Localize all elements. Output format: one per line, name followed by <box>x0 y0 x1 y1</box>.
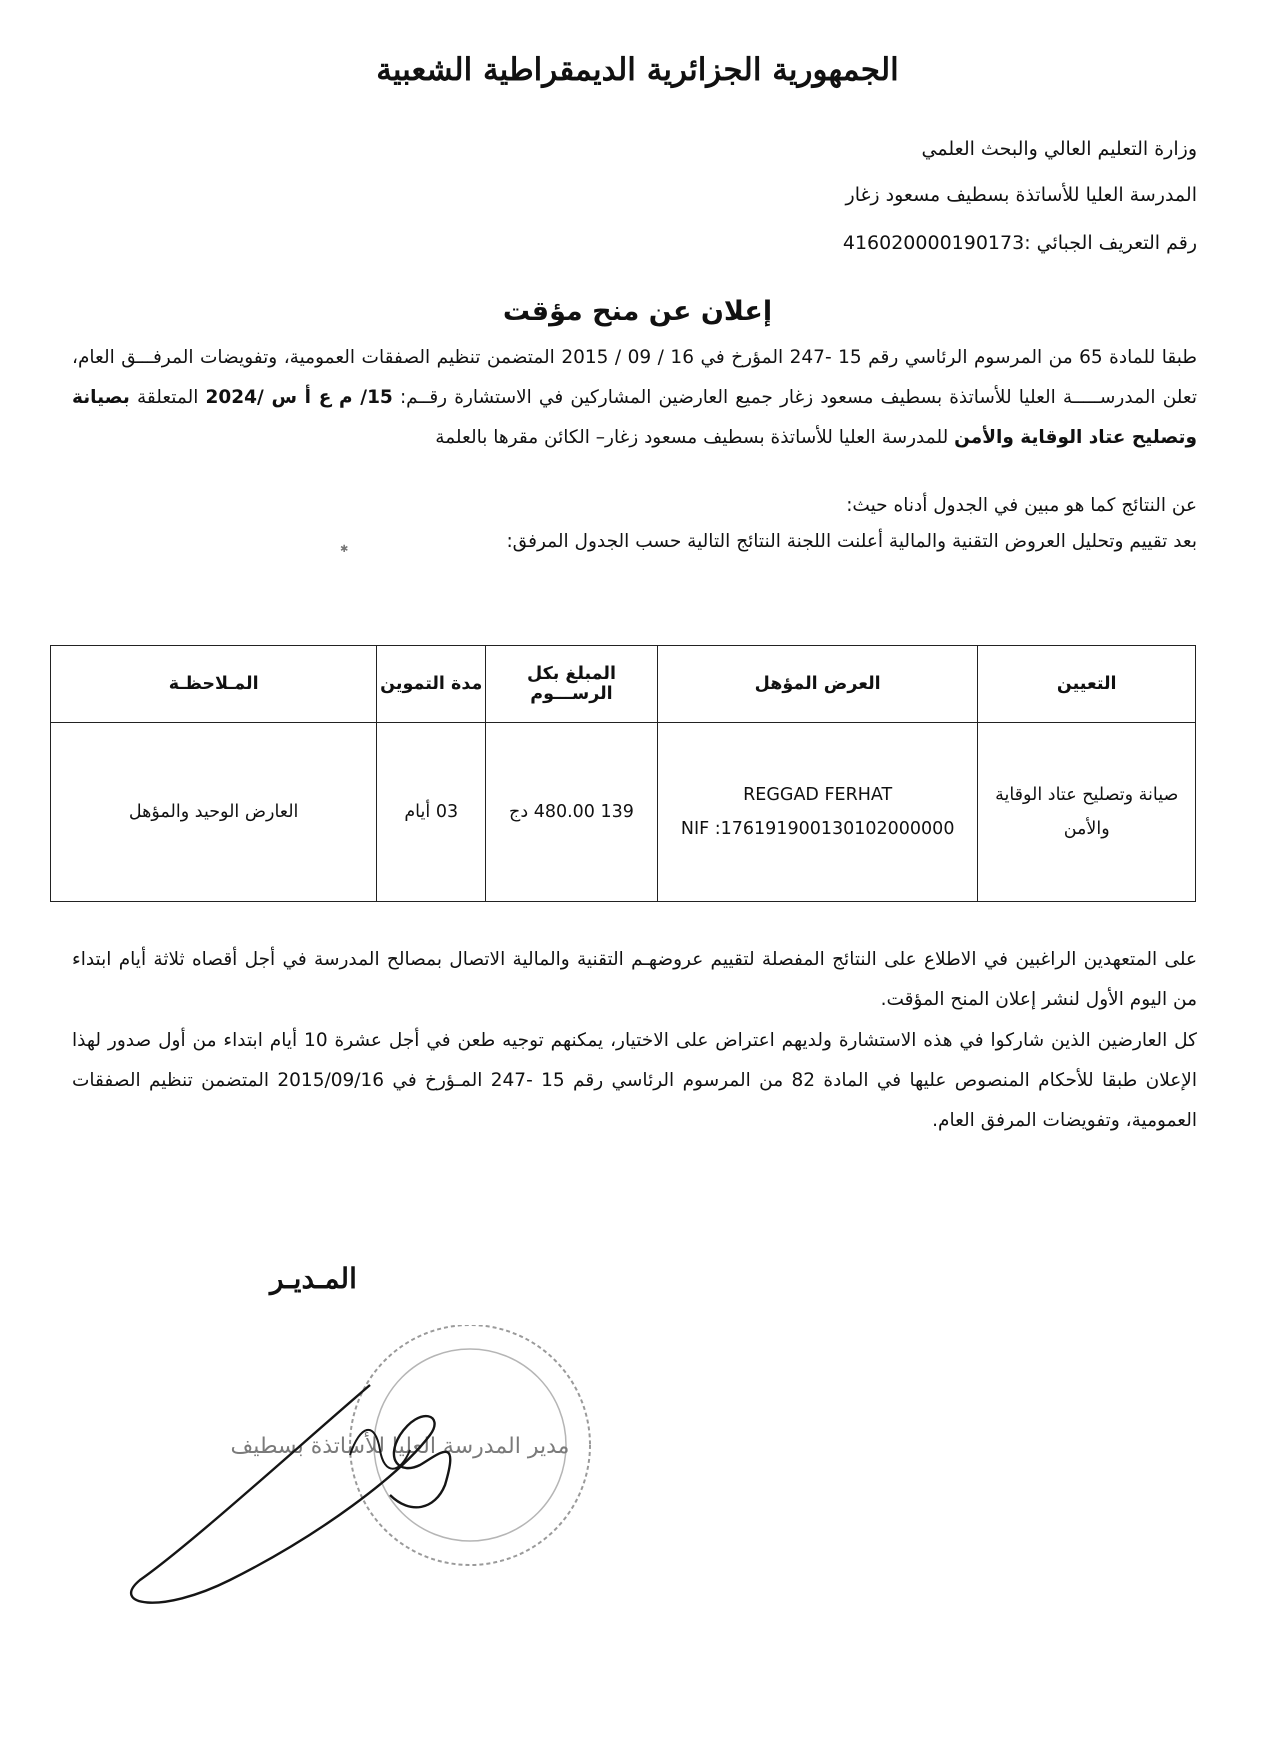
republic-heading: الجمهورية الجزائرية الديمقراطية الشعبية <box>376 52 899 88</box>
cell-note: العارض الوحيد والمؤهل <box>51 723 377 902</box>
header-amount: المبلغ بكل الرســـوم <box>486 646 658 723</box>
header-bidder: العرض المؤهل <box>657 646 978 723</box>
table-row <box>51 723 1196 902</box>
tax-id-line: رقم التعريف الجبائي :416020000190173 <box>842 232 1197 254</box>
bidder-nif: NIF :176191900130102000000 <box>680 819 955 839</box>
school-line: المدرسة العليا للأساتذة بسطيف مسعود زغار <box>845 184 1197 206</box>
intro-text-c: للمدرسة العليا للأساتذة بسطيف مسعود زغار– الكائن مقرها بالعلمة <box>435 427 955 448</box>
ministry-line: وزارة التعليم العالي والبحث العلمي <box>921 138 1197 160</box>
stamp-text: مدير المدرسة العليا للأساتذة بسطيف <box>230 1434 570 1459</box>
consultation-subject: بصيانة وتصليح عتاد الوقاية والأمن <box>72 387 1197 448</box>
director-title: المـديـر <box>270 1262 357 1295</box>
cell-designation: صيانة وتصليح عتاد الوقاية والأمن <box>978 723 1196 902</box>
bidder-name: REGGAD FERHAT <box>743 785 893 805</box>
paragraph-results-intro: عن النتائج كما هو مبين في الجدول أدناه حيث: <box>846 495 1197 516</box>
cell-duration: 03 أيام <box>377 723 486 902</box>
header-designation: التعيين <box>978 646 1196 723</box>
header-note: المـلاحظـة <box>51 646 377 723</box>
cell-bidder <box>657 723 978 902</box>
scan-speck: ✱ <box>340 544 349 555</box>
paragraph-evaluation: بعد تقييم وتحليل العروض التقنية والمالية أعلنت اللجنة النتائج التالية حسب الجدول المرفق: <box>506 531 1197 552</box>
handwritten-signature <box>131 1385 450 1603</box>
table-header-row <box>51 646 1196 723</box>
intro-text-b: المتعلقة <box>129 387 206 408</box>
header-duration: مدة التموين <box>377 646 486 723</box>
results-table <box>50 645 1196 902</box>
signature-stroke <box>131 1385 450 1603</box>
paragraph-consultation-access: على المتعهدين الراغبين في الاطلاع على النتائج المفصلة لتقييم عروضهـم التقنية والمالية الاتصال بمصالح المدرسة في أجل أقصاه ثلاثة أيام ابتداء من اليوم الأول لنشر إعلان المنح المؤقت. <box>72 949 1197 1010</box>
consultation-number: 15/ م ع أ س /2024 <box>205 387 393 408</box>
paragraph-intro <box>72 338 1197 458</box>
paragraph-appeal: كل العارضين الذين شاركوا في هذه الاستشارة ولديهم اعتراض على الاختيار، يمكنهم توجيه طعن في أجل عشرة 10 أيام ابتداء من أول صدور لهذا الإعلان طبقا للأحكام المنصوص عليها في المادة 82 من المرسوم الرئاسي رقم 15 -247 المـؤرخ في 2015/09/16 المتضمن تنظيم الصفقات العمومية، وتفويضات المرفق العام. <box>72 1030 1197 1131</box>
document-title: إعلان عن منح مؤقت <box>502 296 773 327</box>
signature-stamp <box>100 1325 640 1615</box>
cell-amount: 139 480.00 دج <box>486 723 658 902</box>
intro-text-a: طبقا للمادة 65 من المرسوم الرئاسي رقم 15 -247 المؤرخ في 16 / 09 / 2015 المتضمن تنظيم الصفقات العمومية، وتفويضات المرفـــق العام، تعلن المدرســـــة العليا للأساتذة بسطيف مسعود زغار جميع العارضين المشاركين في الاستشارة رقــم: <box>72 347 1198 408</box>
